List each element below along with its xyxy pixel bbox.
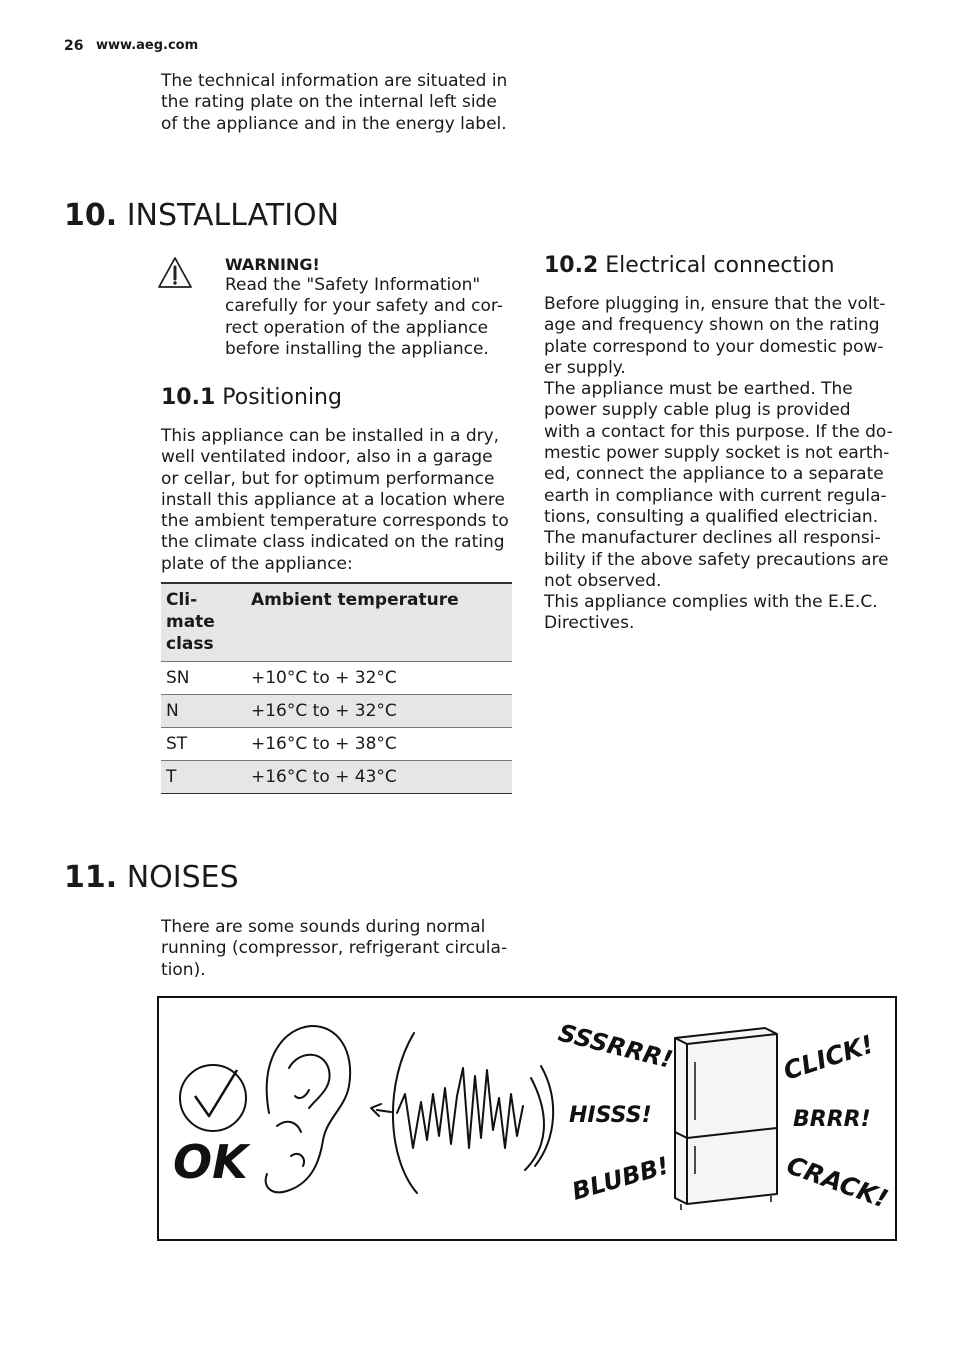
sound-word: SSSRRR! [555,1018,676,1075]
ok-label: OK [173,1135,248,1189]
header-url: www.aeg.com [96,38,199,53]
warning-block: WARNING! Read the "Safety Information" carefully for your safety and cor- rect operation of the appliance before installing the appliance. [225,254,515,360]
sound-word: BLUBB! [568,1151,673,1206]
sound-word: BRRR! [793,1107,871,1132]
subsection-electrical-heading: 10.2 Electrical connection [544,253,835,278]
climate-class-table [161,582,512,794]
warning-title: WARNING! [225,255,320,274]
table-row: T +16°C to + 43°C [161,761,512,794]
sound-word: CRACK! [782,1150,892,1214]
section-number: 11. [64,860,118,895]
positioning-paragraph: This appliance can be installed in a dry, well ventilated indoor, also in a garage or cellar, but for optimum performance install this appliance at a location where the ambient temperature corresponds to the climate class indicated on the rating plate of the appliance: [161,426,509,574]
electrical-paragraph: Before plugging in, ensure that the volt- age and frequency shown on the rating plate correspond to your domestic pow- er supply. The appliance must be earthed. The power supply cable plug is provided with a contact for this purpose. If the do- mestic power supply socket is not earth- ed, connect the appliance to a separate earth in compliance with current regula- tions, consulting a qualified electrician. The manufacturer declines all responsi- bility if the above safety precautions are not observed. This appliance complies with the E.E.C. Directives. [544,294,893,634]
table-header-climate-class: Cli- mate class [161,583,246,662]
table-row: ST +16°C to + 38°C [161,728,512,761]
section-installation-heading [64,198,339,234]
intro-paragraph: The technical information are situated in the rating plate on the internal left side of the appliance and in the energy label. [161,71,508,134]
section-noises-heading [64,860,239,896]
noises-illustration [157,996,897,1241]
fridge-icon [675,1028,777,1210]
sound-word: HISSS! [569,1103,652,1128]
table-header-ambient-temperature: Ambient temperature [246,583,512,662]
ear-icon [266,1026,351,1192]
sound-wave-icon [371,1033,553,1193]
section-number: 10. [64,198,118,233]
check-circle-icon [180,1065,246,1131]
table-row: N +16°C to + 32°C [161,695,512,728]
subsection-positioning-heading: 10.1 Positioning [161,385,342,410]
page-number: 26 [64,38,84,54]
section-title: NOISES [126,860,239,895]
sound-word: CLICK! [779,1029,878,1086]
table-row: SN +10°C to + 32°C [161,662,512,695]
noises-paragraph: There are some sounds during normal running (compressor, refrigerant circula- tion). [161,917,508,980]
section-title: INSTALLATION [126,198,340,233]
warning-triangle-icon [157,256,193,290]
